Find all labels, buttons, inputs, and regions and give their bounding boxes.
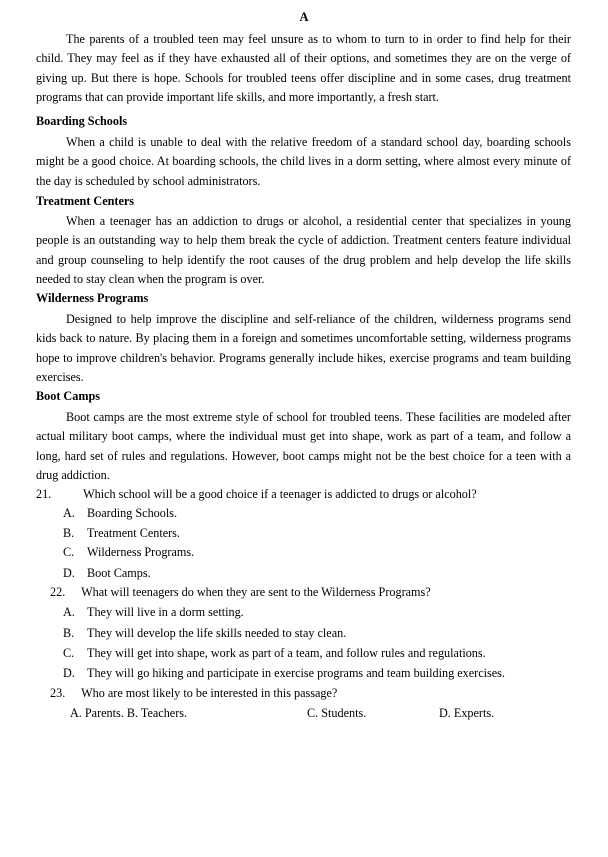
option-23-ab[interactable]: A. Parents. B. Teachers. bbox=[70, 706, 188, 720]
paragraph-boarding-schools: When a child is unable to deal with the relative freedom of a standard school day, boarding schools might be a good choice. At boarding schools, the child lives in a dorm setting, where almost every minute of the day is scheduled by school administrators. bbox=[36, 135, 571, 188]
question-23 bbox=[50, 686, 337, 701]
question-text: Which school will be a good choice if a teenager is addicted to drugs or alcohol? bbox=[83, 487, 477, 501]
question-21 bbox=[36, 487, 477, 502]
heading-wilderness-programs: Wilderness Programs bbox=[36, 291, 149, 305]
option-22-a[interactable]: A. They will live in a dorm setting. bbox=[63, 605, 244, 619]
paragraph-treatment-centers: When a teenager has an addiction to drugs or alcohol, a residential center that specializes in young people is an outstanding way to help them break the cycle of addiction. Treatment centers feature individual and group counseling to help identify the root causes of the drug problem and help develop the life skills needed to stay clean when the program is over. bbox=[36, 214, 571, 286]
heading-treatment-centers: Treatment Centers bbox=[36, 194, 135, 208]
section-label: A bbox=[299, 10, 309, 24]
question-number: 21. bbox=[36, 487, 52, 501]
option-21-c[interactable]: C. Wilderness Programs. bbox=[63, 545, 195, 559]
option-21-a[interactable]: A. Boarding Schools. bbox=[63, 506, 178, 520]
question-number: 23. bbox=[50, 686, 66, 700]
option-23-c[interactable]: C. Students. bbox=[307, 706, 367, 720]
option-22-d[interactable]: D. They will go hiking and participate in exercise programs and team building exercises. bbox=[63, 666, 505, 680]
question-number: 22. bbox=[50, 585, 66, 599]
option-21-b[interactable]: B. Treatment Centers. bbox=[63, 526, 180, 540]
heading-boarding-schools: Boarding Schools bbox=[36, 114, 128, 128]
option-22-c[interactable]: C. They will get into shape, work as part of a team, and follow rules and regulations. bbox=[63, 646, 486, 660]
heading-boot-camps: Boot Camps bbox=[36, 389, 100, 403]
option-23-d[interactable]: D. Experts. bbox=[439, 706, 495, 720]
paragraph-boot-camps: Boot camps are the most extreme style of school for troubled teens. These facilities are modeled after actual military boot camps, where the individual must get into shape, work as part of a team, and follow a long, hard set of rules and regulations. However, boot camps might not be the best choice for a teen with a drug addiction. bbox=[36, 410, 571, 482]
question-text: Who are most likely to be interested in this passage? bbox=[81, 686, 338, 700]
option-22-b[interactable]: B. They will develop the life skills needed to stay clean. bbox=[63, 626, 347, 640]
question-text: What will teenagers do when they are sent to the Wilderness Programs? bbox=[81, 585, 431, 599]
option-21-d[interactable]: D. Boot Camps. bbox=[63, 566, 151, 580]
paragraph-wilderness-programs: Designed to help improve the discipline and self-reliance of the children, wilderness programs send kids back to nature. By placing them in a foreign and sometimes uncomfortable setting, wilderness programs hope to improve children's behavior. Programs generally include hikes, exercise programs and team building exercises. bbox=[36, 312, 571, 384]
question-22 bbox=[50, 585, 431, 600]
intro-paragraph: The parents of a troubled teen may feel unsure as to whom to turn to in order to find help for their child. They may feel as if they have exhausted all of their options, and sometimes they are on the verge of giving up. But there is hope. Schools for troubled teens offer discipline and in some cases, drug treatment programs that can provide important life skills, and more importantly, a fresh start. bbox=[36, 32, 571, 104]
